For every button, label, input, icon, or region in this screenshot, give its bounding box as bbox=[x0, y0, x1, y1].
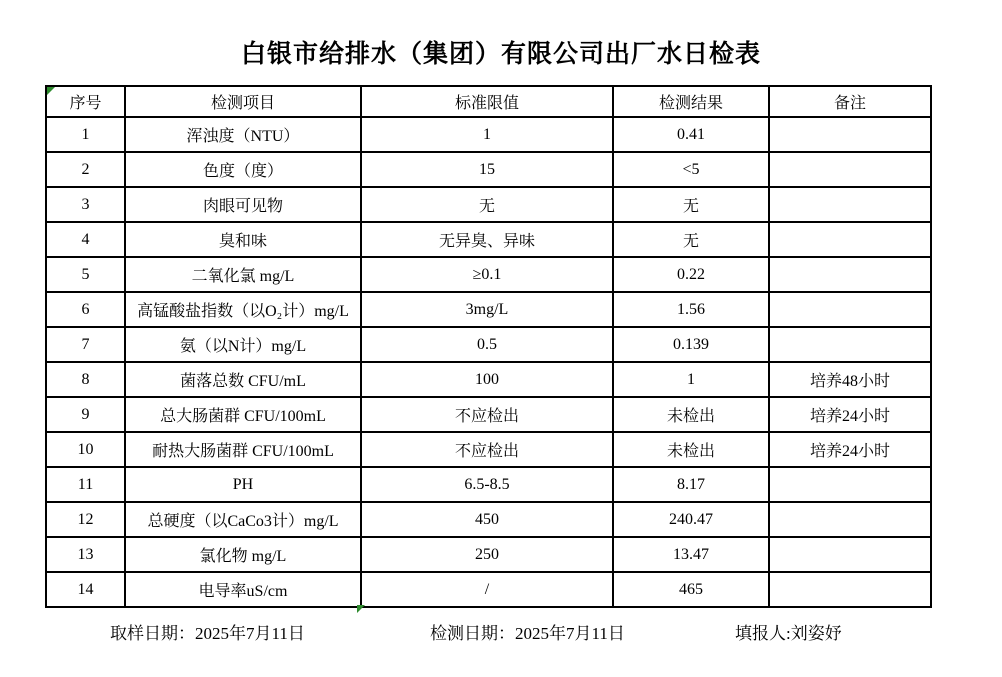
cell-note bbox=[769, 292, 931, 327]
cell-item: 总大肠菌群 CFU/100mL bbox=[125, 397, 361, 432]
cell-limit: 不应检出 bbox=[361, 397, 613, 432]
cell-item: 二氧化氯 mg/L bbox=[125, 257, 361, 292]
table-row bbox=[46, 257, 931, 292]
cell-limit: 100 bbox=[361, 362, 613, 397]
cell-no: 3 bbox=[46, 187, 125, 222]
cell-no: 6 bbox=[46, 292, 125, 327]
cell-no: 1 bbox=[46, 117, 125, 152]
cell-no: 8 bbox=[46, 362, 125, 397]
cell-result: 13.47 bbox=[613, 537, 769, 572]
cell-no: 12 bbox=[46, 502, 125, 537]
table-row bbox=[46, 222, 931, 257]
cell-result: 无 bbox=[613, 187, 769, 222]
cell-note: 培养24小时 bbox=[769, 432, 931, 467]
cell-limit: 250 bbox=[361, 537, 613, 572]
table-row bbox=[46, 152, 931, 187]
cell-limit: 无 bbox=[361, 187, 613, 222]
cell-result: 240.47 bbox=[613, 502, 769, 537]
testing-date-value: 2025年7月11日 bbox=[515, 624, 625, 643]
table-header-row bbox=[46, 86, 931, 117]
cell-limit: 15 bbox=[361, 152, 613, 187]
cell-item: 氯化物 mg/L bbox=[125, 537, 361, 572]
cell-limit: 无异臭、异味 bbox=[361, 222, 613, 257]
excel-corner-marker-icon bbox=[47, 87, 55, 95]
cell-note bbox=[769, 222, 931, 257]
cell-limit: 3mg/L bbox=[361, 292, 613, 327]
testing-date bbox=[430, 619, 625, 644]
green-triangle-marker-icon bbox=[357, 605, 365, 613]
cell-limit: 1 bbox=[361, 117, 613, 152]
table-row bbox=[46, 572, 931, 607]
sampling-date-value: 2025年7月11日 bbox=[195, 624, 305, 643]
cell-item: 臭和味 bbox=[125, 222, 361, 257]
cell-result: 1 bbox=[613, 362, 769, 397]
header-no-label: 序号 bbox=[69, 95, 102, 112]
cell-result: <5 bbox=[613, 152, 769, 187]
cell-note bbox=[769, 257, 931, 292]
cell-item: 总硬度（以CaCo3计）mg/L bbox=[125, 502, 361, 537]
cell-result: 8.17 bbox=[613, 467, 769, 502]
reporter-value: 刘姿妤 bbox=[790, 624, 842, 643]
cell-limit: ≥0.1 bbox=[361, 257, 613, 292]
cell-limit: 450 bbox=[361, 502, 613, 537]
cell-item: 浑浊度（NTU） bbox=[125, 117, 361, 152]
cell-result: 0.139 bbox=[613, 327, 769, 362]
cell-item: 肉眼可见物 bbox=[125, 187, 361, 222]
cell-limit: / bbox=[361, 572, 613, 607]
testing-date-label: 检测日期： bbox=[430, 624, 515, 643]
cell-item: 菌落总数 CFU/mL bbox=[125, 362, 361, 397]
cell-note bbox=[769, 537, 931, 572]
header-limit: 标准限值 bbox=[361, 86, 613, 117]
sampling-date bbox=[110, 619, 305, 644]
table-row bbox=[46, 362, 931, 397]
header-result: 检测结果 bbox=[613, 86, 769, 117]
header-item: 检测项目 bbox=[125, 86, 361, 117]
cell-note bbox=[769, 467, 931, 502]
reporter bbox=[735, 619, 842, 644]
daily-inspection-table bbox=[45, 85, 932, 608]
cell-result: 465 bbox=[613, 572, 769, 607]
cell-no: 13 bbox=[46, 537, 125, 572]
table-row bbox=[46, 432, 931, 467]
cell-item: 耐热大肠菌群 CFU/100mL bbox=[125, 432, 361, 467]
cell-result: 0.22 bbox=[613, 257, 769, 292]
cell-note bbox=[769, 187, 931, 222]
cell-no: 7 bbox=[46, 327, 125, 362]
cell-no: 11 bbox=[46, 467, 125, 502]
cell-result: 未检出 bbox=[613, 397, 769, 432]
cell-result: 0.41 bbox=[613, 117, 769, 152]
cell-result: 1.56 bbox=[613, 292, 769, 327]
cell-item: PH bbox=[125, 467, 361, 502]
cell-item: 电导率uS/cm bbox=[125, 572, 361, 607]
cell-no: 2 bbox=[46, 152, 125, 187]
header-note: 备注 bbox=[769, 86, 931, 117]
cell-note bbox=[769, 502, 931, 537]
cell-note bbox=[769, 117, 931, 152]
table-row bbox=[46, 502, 931, 537]
cell-note: 培养48小时 bbox=[769, 362, 931, 397]
header-no bbox=[46, 86, 125, 117]
cell-no: 4 bbox=[46, 222, 125, 257]
cell-item: 色度（度） bbox=[125, 152, 361, 187]
cell-note bbox=[769, 327, 931, 362]
table-row bbox=[46, 117, 931, 152]
page-title: 白银市给排水（集团）有限公司出厂水日检表 bbox=[240, 41, 761, 68]
table-row bbox=[46, 292, 931, 327]
cell-no: 9 bbox=[46, 397, 125, 432]
cell-result: 未检出 bbox=[613, 432, 769, 467]
cell-note bbox=[769, 152, 931, 187]
cell-item: 高锰酸盐指数（以O₂计）mg/L bbox=[125, 292, 361, 327]
sampling-date-label: 取样日期： bbox=[110, 624, 195, 643]
table-row bbox=[46, 467, 931, 502]
table-row bbox=[46, 327, 931, 362]
cell-result: 无 bbox=[613, 222, 769, 257]
cell-no: 10 bbox=[46, 432, 125, 467]
cell-limit: 6.5-8.5 bbox=[361, 467, 613, 502]
cell-note bbox=[769, 572, 931, 607]
cell-limit: 0.5 bbox=[361, 327, 613, 362]
table-row bbox=[46, 397, 931, 432]
cell-item: 氨（以N计）mg/L bbox=[125, 327, 361, 362]
table-row bbox=[46, 187, 931, 222]
cell-no: 5 bbox=[46, 257, 125, 292]
reporter-label: 填报人: bbox=[735, 624, 791, 643]
cell-limit: 不应检出 bbox=[361, 432, 613, 467]
cell-note: 培养24小时 bbox=[769, 397, 931, 432]
table-row bbox=[46, 537, 931, 572]
cell-no: 14 bbox=[46, 572, 125, 607]
